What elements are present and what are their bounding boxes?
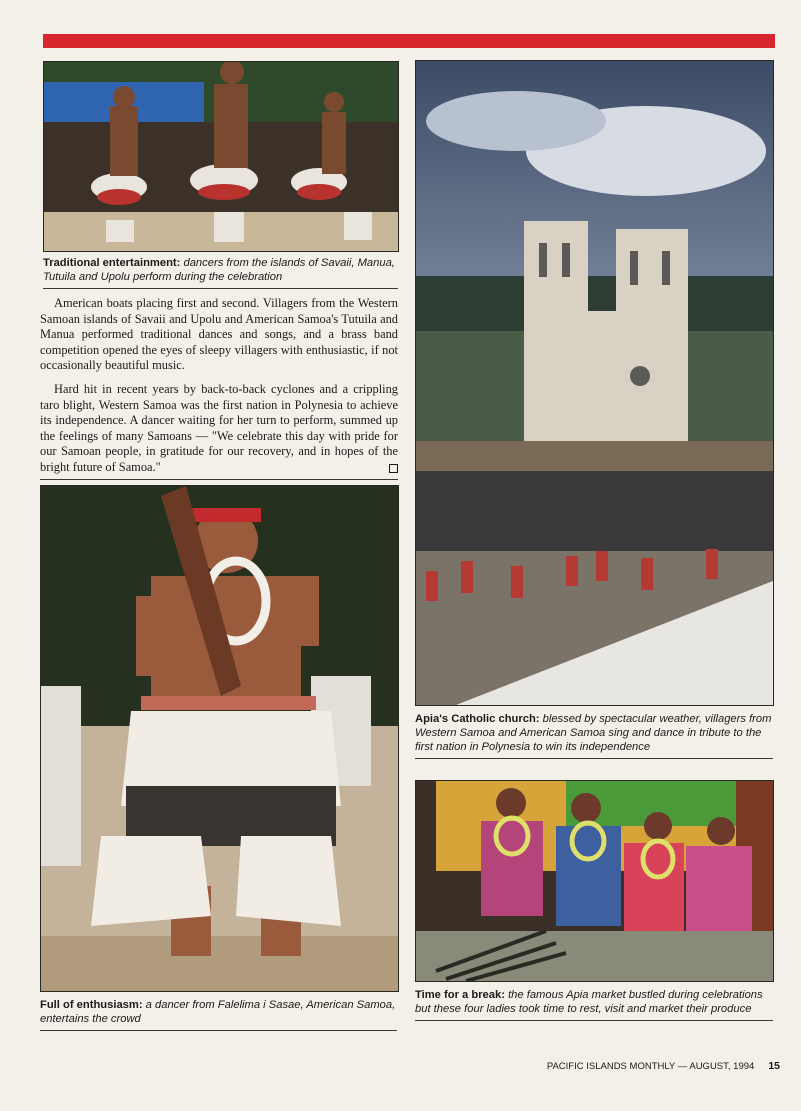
caption-body: dancers from the islands of Savaii, Manua, Tutuila and Upolu perform during the celebration (43, 257, 395, 283)
photo-traditional-dancers (43, 61, 399, 252)
caption-body: the famous Apia market bustled during celebrations but these four ladies took time to rest, visit and market their produce (415, 989, 763, 1015)
publication-line: PACIFIC ISLANDS MONTHLY — AUGUST, 1994 (546, 1061, 755, 1072)
photo-market-ladies (415, 780, 774, 982)
dancers-image (44, 62, 398, 251)
caption-lead: Time for a break: (415, 989, 505, 1001)
end-of-article-mark (389, 464, 398, 473)
caption-body: a dancer from Falelima i Sasae, American Samoa, entertains the crowd (40, 999, 396, 1025)
page-number: 15 (768, 1060, 780, 1072)
caption-lead: Full of enthusiasm: (40, 999, 143, 1011)
caption-lead: Apia's Catholic church: (415, 713, 540, 725)
caption-traditional-entertainment (43, 256, 398, 289)
article-body (40, 296, 398, 480)
market-image (416, 781, 773, 981)
page-footer (480, 1060, 780, 1072)
caption-lead: Traditional entertainment: (43, 257, 181, 269)
dancer-image (41, 486, 398, 991)
caption-full-of-enthusiasm (40, 998, 397, 1031)
caption-apia-church (415, 712, 773, 759)
caption-time-for-a-break (415, 988, 773, 1021)
caption-body: blessed by spectacular weather, villagers from Western Samoa and American Samoa sing and dance in tribute to the first nation in Polynesia to win its independence (415, 713, 772, 753)
photo-apia-church (415, 60, 774, 706)
church-image (416, 61, 773, 705)
article-paragraph-text: Hard hit in recent years by back-to-back cyclones and a crippling taro blight, Western Samoa was the first nation in Polynesia to achieve its independence. A dancer waiting for her turn to perform, summed up the feelings of many Samoans — "We celebrate this day with pride for our Samoan people, in gratitude for our recovery, and in hopes of the bright future of Samoa." (40, 381, 398, 474)
article-paragraph: American boats placing first and second. Villagers from the Western Samoan islands of Savaii and Upolu and American Samoa's Tutuila and Manua performed traditional dances and songs, and a brass band competition opened the eyes of sleepy villagers with enthusiastic, if not occasionally beautiful music. (40, 296, 398, 373)
article-paragraph (40, 382, 398, 476)
header-accent-bar (43, 34, 775, 48)
photo-enthusiastic-dancer (40, 485, 399, 992)
